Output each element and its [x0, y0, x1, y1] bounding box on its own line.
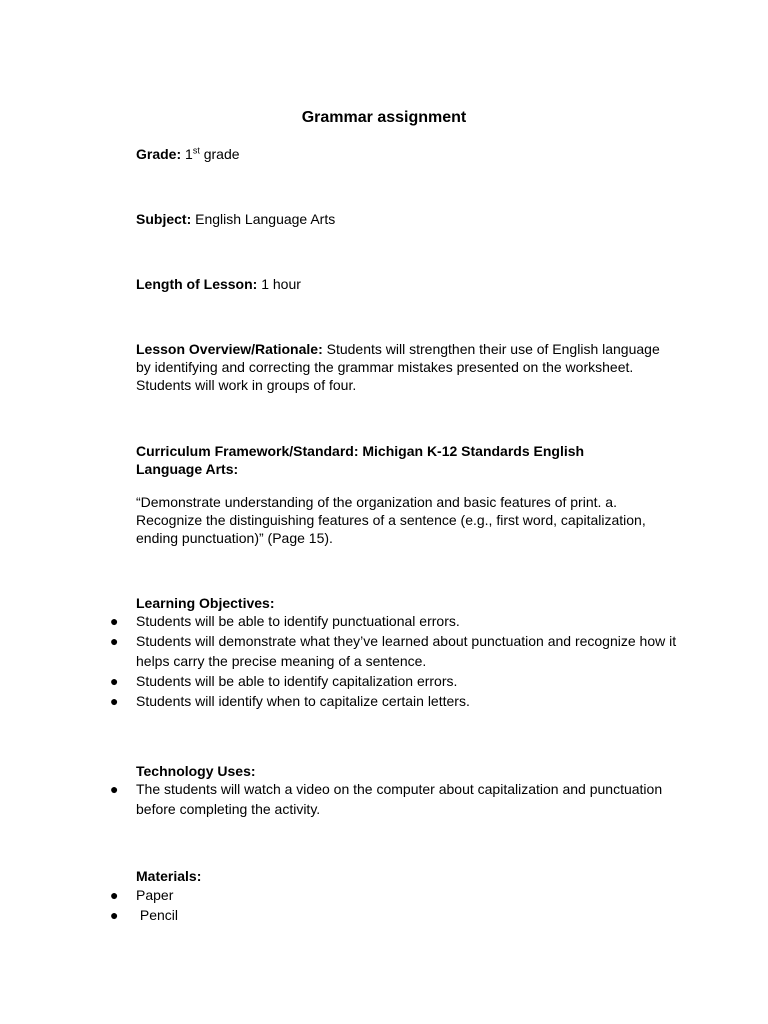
list-item-text: Students will be able to identify capitalization errors.	[136, 673, 458, 689]
length-value: 1 hour	[261, 276, 301, 292]
list-item	[0, 779, 768, 819]
bullet-icon: ●	[110, 907, 119, 923]
document-title: Grammar assignment	[301, 109, 467, 126]
technology-heading: Technology Uses:	[136, 763, 256, 779]
objectives-heading: Learning Objectives:	[136, 595, 275, 611]
standard-quote: “Demonstrate understanding of the organization and basic features of print. a. Recognize the distinguishing features of a sentence (e.g., first word, capitalization, ending punctuation)” (Page 15).	[136, 494, 646, 546]
list-item	[0, 905, 768, 925]
list-item	[0, 631, 768, 671]
grade-value-sup: st	[192, 145, 200, 156]
grade-field	[136, 145, 240, 163]
grade-value-rest: grade	[199, 146, 240, 162]
list-item-text: Students will be able to identify punctuational errors.	[136, 613, 460, 629]
list-item-text: Paper	[136, 887, 174, 903]
technology-list	[0, 779, 768, 819]
materials-heading: Materials:	[136, 868, 202, 884]
list-item	[0, 611, 768, 631]
subject-label: Subject:	[136, 211, 192, 227]
bullet-icon: ●	[110, 633, 119, 649]
overview-label: Lesson Overview/Rationale:	[136, 341, 323, 357]
length-field	[136, 275, 301, 293]
length-label: Length of Lesson:	[136, 276, 258, 292]
list-item-text: The students will watch a video on the computer about capitalization and punctuation before completing the activity.	[136, 781, 663, 817]
grade-value-number: 1	[185, 146, 193, 162]
objectives-list	[0, 611, 768, 711]
bullet-icon: ●	[110, 693, 119, 709]
materials-list	[0, 885, 768, 925]
list-item	[0, 671, 768, 691]
list-item	[0, 885, 768, 905]
bullet-icon: ●	[110, 887, 119, 903]
subject-field	[136, 210, 335, 228]
list-item-text: Pencil	[136, 907, 179, 923]
list-item-text: Students will identify when to capitalize certain letters.	[136, 693, 470, 709]
overview-value: Students will strengthen their use of English language by identifying and correcting the grammar mistakes presented on the worksheet. Students will work in groups of four.	[136, 341, 660, 393]
grade-label: Grade:	[136, 146, 182, 162]
subject-value: English Language Arts	[195, 211, 336, 227]
standard-heading: Curriculum Framework/Standard: Michigan K-12 Standards English Language Arts:	[136, 443, 585, 477]
list-item	[0, 691, 768, 711]
bullet-icon: ●	[110, 781, 119, 797]
bullet-icon: ●	[110, 613, 119, 629]
list-item-text: Students will demonstrate what they’ve learned about punctuation and recognize how it helps carry the precise meaning of a sentence.	[136, 633, 677, 669]
bullet-icon: ●	[110, 673, 119, 689]
overview-paragraph	[136, 340, 676, 394]
